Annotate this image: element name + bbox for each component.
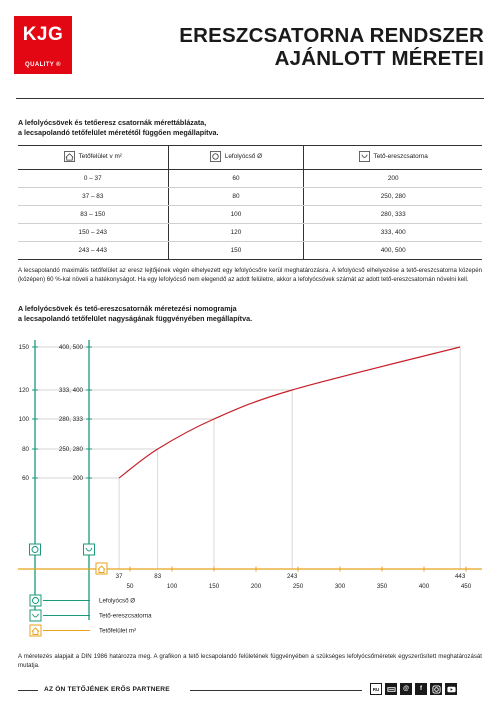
table-cell: 250, 280 — [304, 188, 482, 206]
gutter-axis-icon — [84, 544, 95, 555]
brand-logo — [14, 16, 72, 74]
web-icon[interactable] — [385, 683, 397, 695]
nomogram-title-line-1: A lefolyócsövek és tető-ereszcsatornák méretezési nomogramja — [18, 304, 237, 313]
table-row — [18, 206, 482, 224]
title-line-2: AJÁNLOTT MÉRETEI — [274, 47, 484, 70]
x-tick-label: 50 — [126, 583, 134, 590]
table-cell: 37 – 83 — [18, 188, 168, 206]
legend-label: Tető-ereszcsatorna — [99, 612, 152, 620]
downpipe-axis-icon — [30, 544, 41, 555]
sizing-curve — [119, 347, 460, 478]
downpipe-tick-label: 80 — [22, 446, 29, 454]
size-table — [18, 145, 482, 260]
table-row — [18, 224, 482, 242]
intro-line-2: a lecsapolandó tetőfelület méretétől függően megállapítva. — [18, 128, 219, 137]
x-threshold-label: 243 — [286, 573, 298, 580]
table-cell: 400, 500 — [304, 242, 482, 260]
nomogram-title — [18, 304, 252, 324]
header-gutter: Tető-ereszcsatorna — [304, 146, 482, 170]
house-icon — [64, 151, 75, 162]
x-threshold-label: 37 — [115, 573, 123, 580]
table-cell: 0 – 37 — [18, 170, 168, 188]
x-tick-label: 200 — [250, 583, 262, 590]
footer-social-links — [370, 683, 457, 695]
din-note: A méretezés alapjait a DIN 1986 határozza meg. A grafikon a tető lecsapolandó felületének függvényében a szükséges lefolyócsőméretek egyszerűsített meghatározását mutatja. — [18, 653, 482, 669]
table-cell: 150 — [168, 242, 304, 260]
legend-label: Tetőfelület m² — [99, 627, 137, 635]
youtube-icon[interactable] — [445, 683, 457, 695]
x-tick-label: 300 — [334, 583, 346, 590]
footer-divider-left — [18, 690, 38, 691]
x-tick-label: 400 — [418, 583, 430, 590]
downpipe-tick-label: 150 — [18, 344, 29, 352]
table-cell: 80 — [168, 188, 304, 206]
chart-legend — [43, 598, 152, 635]
table-row — [18, 242, 482, 260]
header-roof-area: Tetőfelület v m² — [18, 146, 168, 170]
gutter-tick-label: 250, 280 — [58, 446, 83, 454]
table-row — [18, 170, 482, 188]
footer-slogan: AZ ÖN TETŐJÉNEK ERŐS PARTNERE — [44, 686, 170, 693]
x-tick-label: 150 — [208, 583, 220, 590]
table-row — [18, 188, 482, 206]
table-intro — [18, 118, 219, 138]
header-divider — [16, 98, 484, 99]
table-cell: 333, 400 — [304, 224, 482, 242]
gutter-tick-label: 280, 333 — [58, 416, 83, 424]
gutter-icon — [359, 151, 370, 162]
logo-brand-text: KJG — [22, 24, 64, 45]
legend-label: Lefolyócső Ø — [99, 597, 136, 605]
title-line-1: ERESZCSATORNA RENDSZER — [179, 24, 484, 47]
x-tick-label: 100 — [166, 583, 178, 590]
x-threshold-label: 83 — [154, 573, 162, 580]
legend-area-icon — [30, 625, 41, 636]
legend-downpipe-icon — [30, 595, 41, 606]
gutter-tick-label: 333, 400 — [58, 387, 83, 395]
nomogram-title-line-2: a lecsapolandó tetőfelület nagyságának függvényében megállapítva. — [18, 314, 253, 323]
chart-grid — [35, 347, 460, 569]
page-title — [179, 24, 484, 70]
table-cell: 60 — [168, 170, 304, 188]
facebook-icon[interactable]: f — [415, 683, 427, 695]
language-badge[interactable]: RU — [370, 683, 382, 695]
area-axis-icon — [96, 563, 107, 574]
gutter-tick-label: 200 — [72, 475, 83, 483]
table-cell: 280, 333 — [304, 206, 482, 224]
downpipe-tick-label: 100 — [18, 416, 29, 424]
table-cell: 200 — [304, 170, 482, 188]
gutter-tick-label: 400, 500 — [58, 344, 83, 352]
x-tick-label: 350 — [376, 583, 388, 590]
explanation-paragraph: A lecsapolandó maximális tetőfelület az eresz lejtőjének végén elhelyezett egy lefolyócsőre kerül meghatározásra. A lefolyócső elhelyezése a tető-ereszcsatorna közepén (középen) 60 %-kal növeli a hatékonyságot. Ha egy lefolyócső nem elegendő az adott felületre, akkor a lefolyócsövek számát az adott tető-ereszcsatornán növelni kell. — [18, 267, 482, 283]
downpipe-tick-label: 120 — [18, 387, 29, 395]
table-cell: 100 — [168, 206, 304, 224]
table-cell: 120 — [168, 224, 304, 242]
downpipe-icon — [210, 151, 221, 162]
footer-divider-right — [190, 690, 362, 691]
header-downpipe: Lefolyócső Ø — [168, 146, 304, 170]
x-tick-label: 250 — [292, 583, 304, 590]
intro-line-1: A lefolyócsövek és tetőeresz csatornák mérettáblázata, — [18, 118, 207, 127]
chart-axes — [18, 340, 482, 636]
instagram-icon[interactable] — [430, 683, 442, 695]
logo-tagline: QUALITY ® — [25, 62, 61, 68]
x-threshold-label: 443 — [454, 573, 466, 580]
x-tick-label: 450 — [460, 583, 472, 590]
table-cell: 83 – 150 — [18, 206, 168, 224]
nomogram-chart — [0, 330, 500, 648]
table-cell: 150 – 243 — [18, 224, 168, 242]
downpipe-tick-label: 60 — [22, 475, 29, 483]
table-cell: 243 – 443 — [18, 242, 168, 260]
email-icon[interactable]: @ — [400, 683, 412, 695]
legend-gutter-icon — [30, 610, 41, 621]
